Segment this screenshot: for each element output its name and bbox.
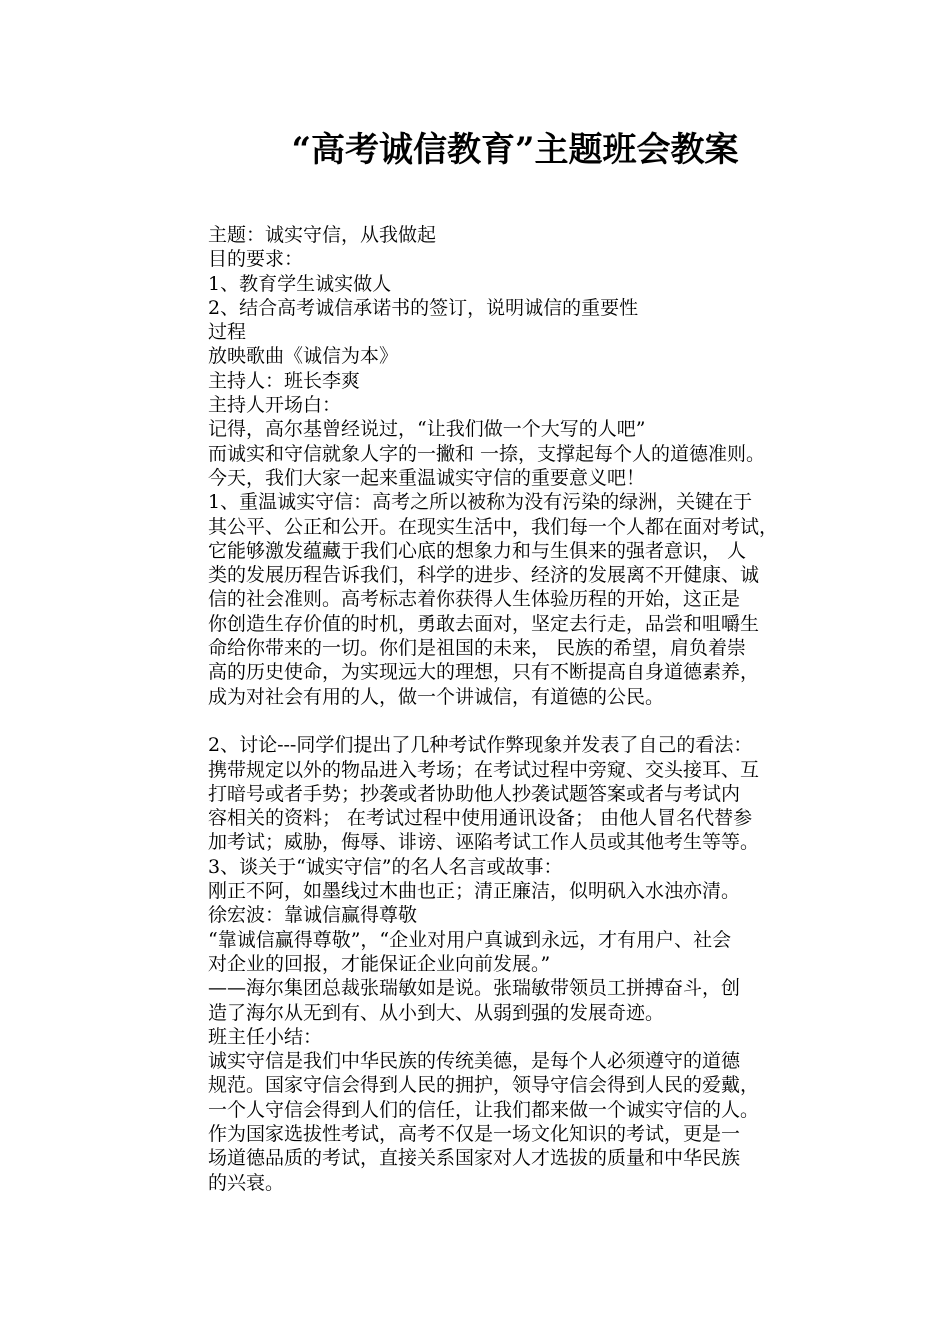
text-line: 主题：诚实守信，从我做起 — [208, 224, 437, 246]
text-line: 刚正不阿，如墨线过木曲也正；清正廉洁，似明矾入水浊亦清。 — [208, 880, 741, 903]
text-line: ——海尔集团总裁张瑞敏如是说。张瑞敏带领员工拼搏奋斗，创 — [208, 977, 741, 1000]
text-line: 徐宏波：靠诚信赢得尊敬 — [208, 904, 418, 927]
text-line: 今天，我们大家一起来重温诚实守信的重要意义吧！ — [208, 466, 646, 489]
text-line: 的兴衰。 — [208, 1171, 285, 1194]
text-line: 而诚实和守信就象人字的一撇和 一捺，支撑起每个人的道德准则。 — [208, 442, 766, 465]
text-line: 诚实守信是我们中华民族的传统美德，是每个人必须遵守的道德 — [208, 1050, 741, 1073]
text-line: 场道德品质的考试，直接关系国家对人才选拔的质量和中华民族 — [208, 1147, 741, 1170]
text-line: 主持人：班长李爽 — [208, 369, 361, 392]
text-line: 高的历史使命，为实现远大的理想，只有不断提高自身道德素养， — [208, 661, 760, 684]
text-line: 目的要求： — [208, 248, 304, 271]
text-line: 你创造生存价值的时机，勇敢去面对，坚定去行走，品尝和咀嚼生 — [208, 612, 760, 635]
text-line: 主持人开场白： — [208, 394, 342, 417]
text-line: 造了海尔从无到有、从小到大、从弱到强的发展奇迹。 — [208, 1001, 665, 1024]
text-line: “靠诚信赢得尊敬”，“企业对用户真诚到永远，才有用户、社会 — [208, 928, 732, 951]
text-line: 记得，高尔基曾经说过，“让我们做一个大写的人吧” — [208, 418, 646, 441]
text-line: 2、结合高考诚信承诺书的签订，说明诚信的重要性 — [208, 296, 639, 319]
text-line: 班主任小结： — [208, 1025, 323, 1048]
text-line: 放映歌曲《诚信为本》 — [208, 345, 399, 368]
text-line: 过程 — [208, 321, 247, 344]
text-line: 一个人守信会得到人们的信任，让我们都来做一个诚实守信的人。 — [208, 1098, 760, 1121]
text-line: 加考试；威胁，侮辱、诽谤、诬陷考试工作人员或其他考生等等。 — [208, 831, 760, 854]
text-line: 1、教育学生诚实做人 — [208, 272, 392, 295]
text-line: 类的发展历程告诉我们，科学的进步、经济的发展离不开健康、诚 — [208, 564, 760, 587]
text-line: 打暗号或者手势；抄袭或者协助他人抄袭试题答案或者与考试内 — [208, 782, 741, 805]
text-line: 携带规定以外的物品进入考场；在考试过程中旁窥、交头接耳、互 — [208, 758, 760, 781]
text-line: 信的社会准则。高考标志着你获得人生体验历程的开始，这正是 — [208, 588, 741, 611]
blank-line — [208, 709, 848, 733]
document-title: “高考诚信教育”主题班会教案 — [291, 130, 739, 170]
text-line: 2、讨论---同学们提出了几种考试作弊现象并发表了自己的看法： — [208, 734, 753, 757]
text-line: 3、谈关于“诚实守信”的名人名言或故事： — [208, 855, 563, 878]
text-line: 1、重温诚实守信：高考之所以被称为没有污染的绿洲，关键在于 — [208, 491, 753, 514]
text-line: 规范。国家守信会得到人民的拥护，领导守信会得到人民的爱戴， — [208, 1074, 760, 1097]
text-line: 成为对社会有用的人，做一个讲诚信，有道德的公民。 — [208, 685, 665, 708]
text-line: 容相关的资料； 在考试过程中使用通讯设备； 由他人冒名代替参 — [208, 807, 753, 830]
text-line: 命给你带来的一切。你们是祖国的未来， 民族的希望，肩负着崇 — [208, 637, 747, 660]
text-line: 对企业的回报，才能保证企业向前发展。” — [208, 952, 551, 975]
text-line: 它能够激发蕴藏于我们心底的想象力和与生俱来的强者意识， 人 — [208, 539, 747, 562]
text-line: 其公平、公正和公开。在现实生活中，我们每一个人都在面对考试， — [208, 515, 779, 538]
document-body — [208, 223, 848, 1195]
text-line: 作为国家选拔性考试，高考不仅是一场文化知识的考试，更是一 — [208, 1122, 741, 1145]
